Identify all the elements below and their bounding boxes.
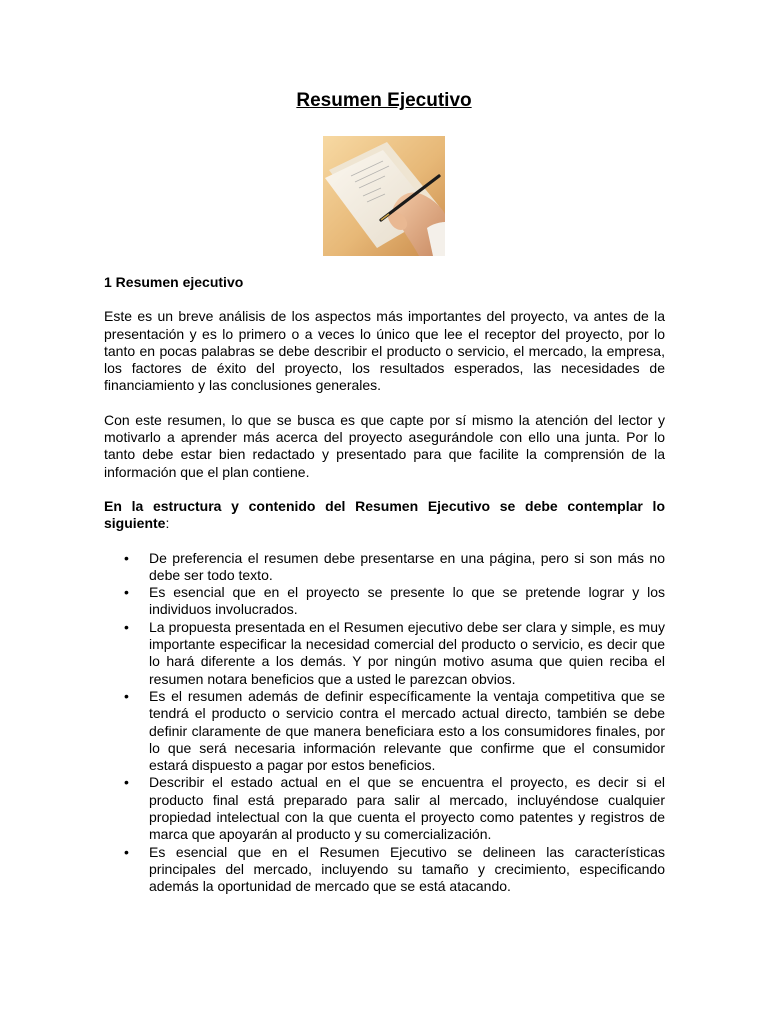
- paragraph-purpose: Con este resumen, lo que se busca es que capte por sí mismo la atención del lector y motivarlo a aprender más acerca del proyecto asegurándole con ello una junta. Por lo tanto debe estar bien redactado y presentado para que facilite la comprensión de la información que el plan contiene.: [104, 411, 665, 480]
- list-item-text: De preferencia el resumen debe presentarse en una página, pero si son más no debe ser todo texto.: [149, 549, 665, 583]
- list-item-text: Es esencial que en el Resumen Ejecutivo se delineen las características principales del mercado, incluyendo su tamaño y crecimiento, especificando además la oportunidad de mercado que se está atacando.: [149, 843, 665, 895]
- list-item-text: Describir el estado actual en el que se encuentra el proyecto, es decir si el producto final está preparado para salir al mercado, incluyéndose cualquier propiedad intelectual con la que cuenta el proyecto como patentes y registros de marca que apoyarán al producto y su comercialización.: [149, 774, 665, 843]
- list-item: [104, 774, 665, 843]
- list-item-text: La propuesta presentada en el Resumen ejecutivo debe ser clara y simple, es muy importante especificar la necesidad comercial del producto o servicio, es decir que lo hará diferente a los demás. Y por ningún motivo asuma que quien reciba el resumen notara beneficios que a usted le parezcan obvios.: [149, 618, 665, 687]
- paragraph-intro: Este es un breve análisis de los aspectos más importantes del proyecto, va antes de la presentación y es lo primero o a veces lo único que lee el receptor del proyecto, por lo tanto en pocas palabras se debe describir el producto o servicio, el mercado, la empresa, los factores de éxito del proyecto, los resultados esperados, las necesidades de financiamiento y las conclusiones generales.: [104, 308, 665, 394]
- bullet-list: [104, 550, 665, 896]
- bullet-icon: •: [124, 774, 129, 791]
- list-item: [104, 688, 665, 774]
- list-item: [104, 584, 665, 619]
- bullet-icon: •: [124, 549, 129, 566]
- structure-heading: [104, 498, 665, 533]
- list-item-text: Es esencial que en el proyecto se presente lo que se pretende lograr y los individuos involucrados.: [149, 584, 665, 618]
- document-body: [104, 274, 665, 896]
- list-item: [104, 550, 665, 585]
- list-item: [104, 619, 665, 688]
- page-title: Resumen Ejecutivo: [296, 90, 472, 111]
- bullet-icon: •: [124, 687, 129, 704]
- bullet-icon: •: [124, 584, 129, 601]
- structure-heading-bold: En la estructura y contenido del Resumen Ejecutivo se debe contemplar lo siguiente: [104, 497, 665, 532]
- structure-heading-colon: :: [165, 515, 170, 532]
- list-item: [104, 844, 665, 896]
- hand-writing-photo: [323, 136, 445, 256]
- section-heading: 1 Resumen ejecutivo: [104, 274, 244, 290]
- bullet-icon: •: [124, 618, 129, 635]
- list-item-text: Es el resumen además de definir específicamente la ventaja competitiva que se tendrá el producto o servicio contra el mercado actual directo, también se debe definir claramente de que manera beneficiara esto a los consumidores finales, por lo que será necesaria información relevante que confirme que el consumidor estará dispuesto a pagar por estos beneficios.: [149, 687, 665, 774]
- bullet-icon: •: [124, 843, 129, 860]
